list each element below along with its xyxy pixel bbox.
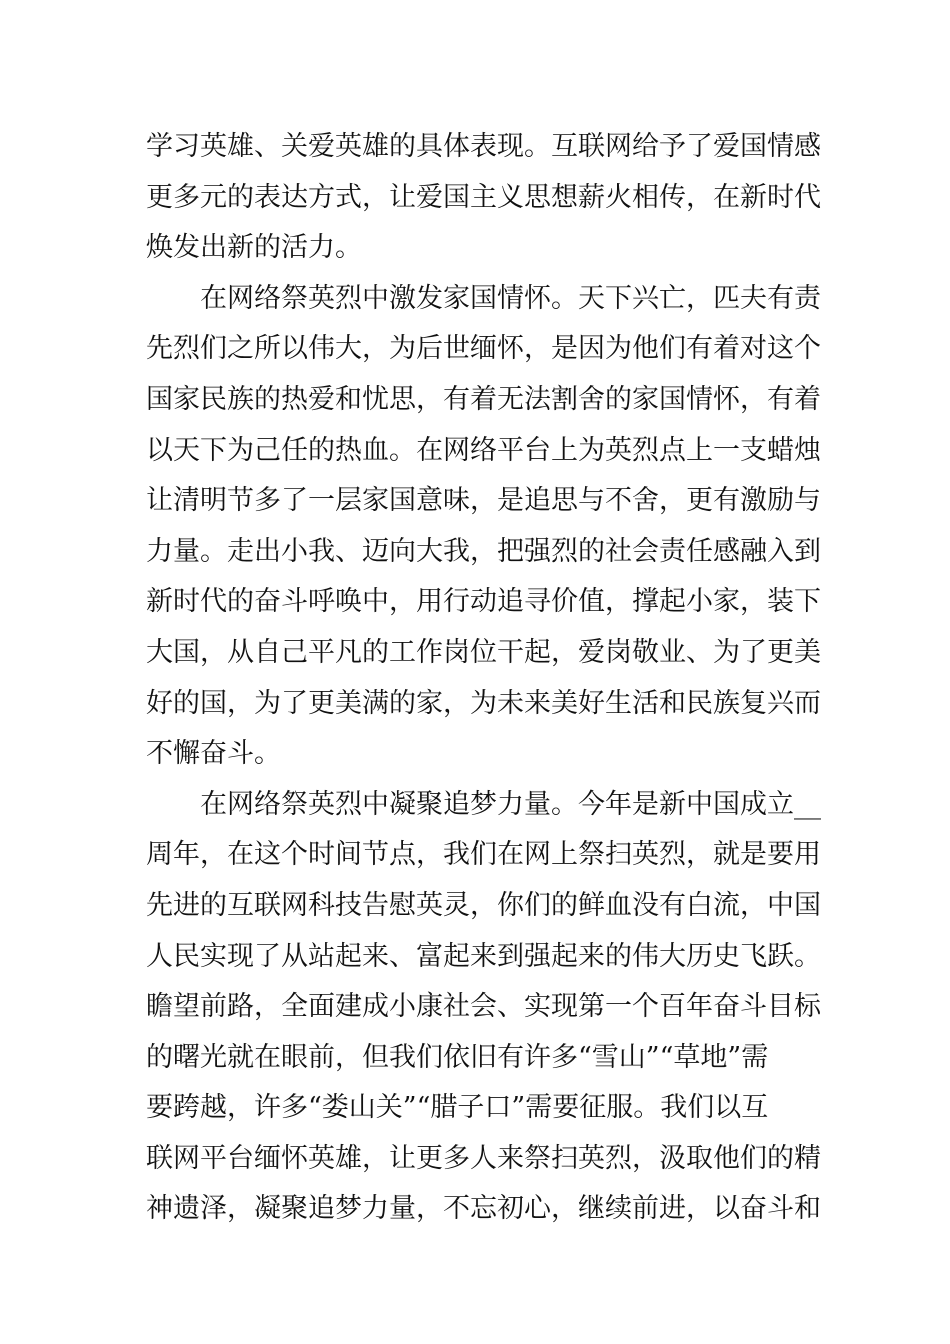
- text-line: 周年，在这个时间节点，我们在网上祭扫英烈，就是要用: [146, 839, 821, 871]
- text-line: 联网平台缅怀英雄，让更多人来祭扫英烈，汲取他们的精: [146, 1142, 821, 1174]
- text-line: 神遗泽，凝聚追梦力量，不忘初心，继续前进，以奋斗和: [146, 1193, 821, 1225]
- text-line: 人民实现了从站起来、富起来到强起来的伟大历史飞跃。: [146, 940, 821, 972]
- text-line: 国家民族的热爱和忧思，有着无法割舍的家国情怀，有着: [146, 383, 821, 415]
- body-text: [146, 122, 821, 1235]
- paragraph-heading-line: 在网络祭英烈中凝聚追梦力量。今年是新中国成立__: [200, 788, 821, 820]
- text-line: 大国，从自己平凡的工作岗位干起，爱岗敬业、为了更美: [146, 636, 821, 668]
- text-line: 先烈们之所以伟大，为后世缅怀，是因为他们有着对这个: [146, 333, 821, 365]
- text-line: 新时代的奋斗呼唤中，用行动追寻价值，撑起小家，装下: [146, 586, 821, 618]
- text-line: 以天下为己任的热血。在网络平台上为英烈点上一支蜡烛: [146, 434, 821, 466]
- paragraph-heading-line: 在网络祭英烈中激发家国情怀。天下兴亡，匹夫有责: [200, 282, 821, 314]
- text-line: 瞻望前路，全面建成小康社会、实现第一个百年奋斗目标: [146, 991, 821, 1023]
- text-line: 好的国，为了更美满的家，为未来美好生活和民族复兴而: [146, 687, 821, 719]
- text-line: 先进的互联网科技告慰英灵，你们的鲜血没有白流，中国: [146, 889, 821, 921]
- text-line: 让清明节多了一层家国意味，是追思与不舍，更有激励与: [146, 485, 821, 517]
- text-line: 学习英雄、关爱英雄的具体表现。互联网给予了爱国情感: [146, 131, 821, 162]
- text-line: 要跨越，许多“娄山关”“腊子口”需要征服。我们以互: [146, 1092, 769, 1124]
- text-line: 更多元的表达方式，让爱国主义思想薪火相传，在新时代: [146, 181, 821, 213]
- text-line: 焕发出新的活力。: [146, 232, 362, 264]
- text-line: 的曙光就在眼前，但我们依旧有许多“雪山”“草地”需: [146, 1041, 769, 1073]
- text-line: 力量。走出小我、迈向大我，把强烈的社会责任感融入到: [146, 535, 821, 567]
- text-line: 不懈奋斗。: [146, 738, 281, 770]
